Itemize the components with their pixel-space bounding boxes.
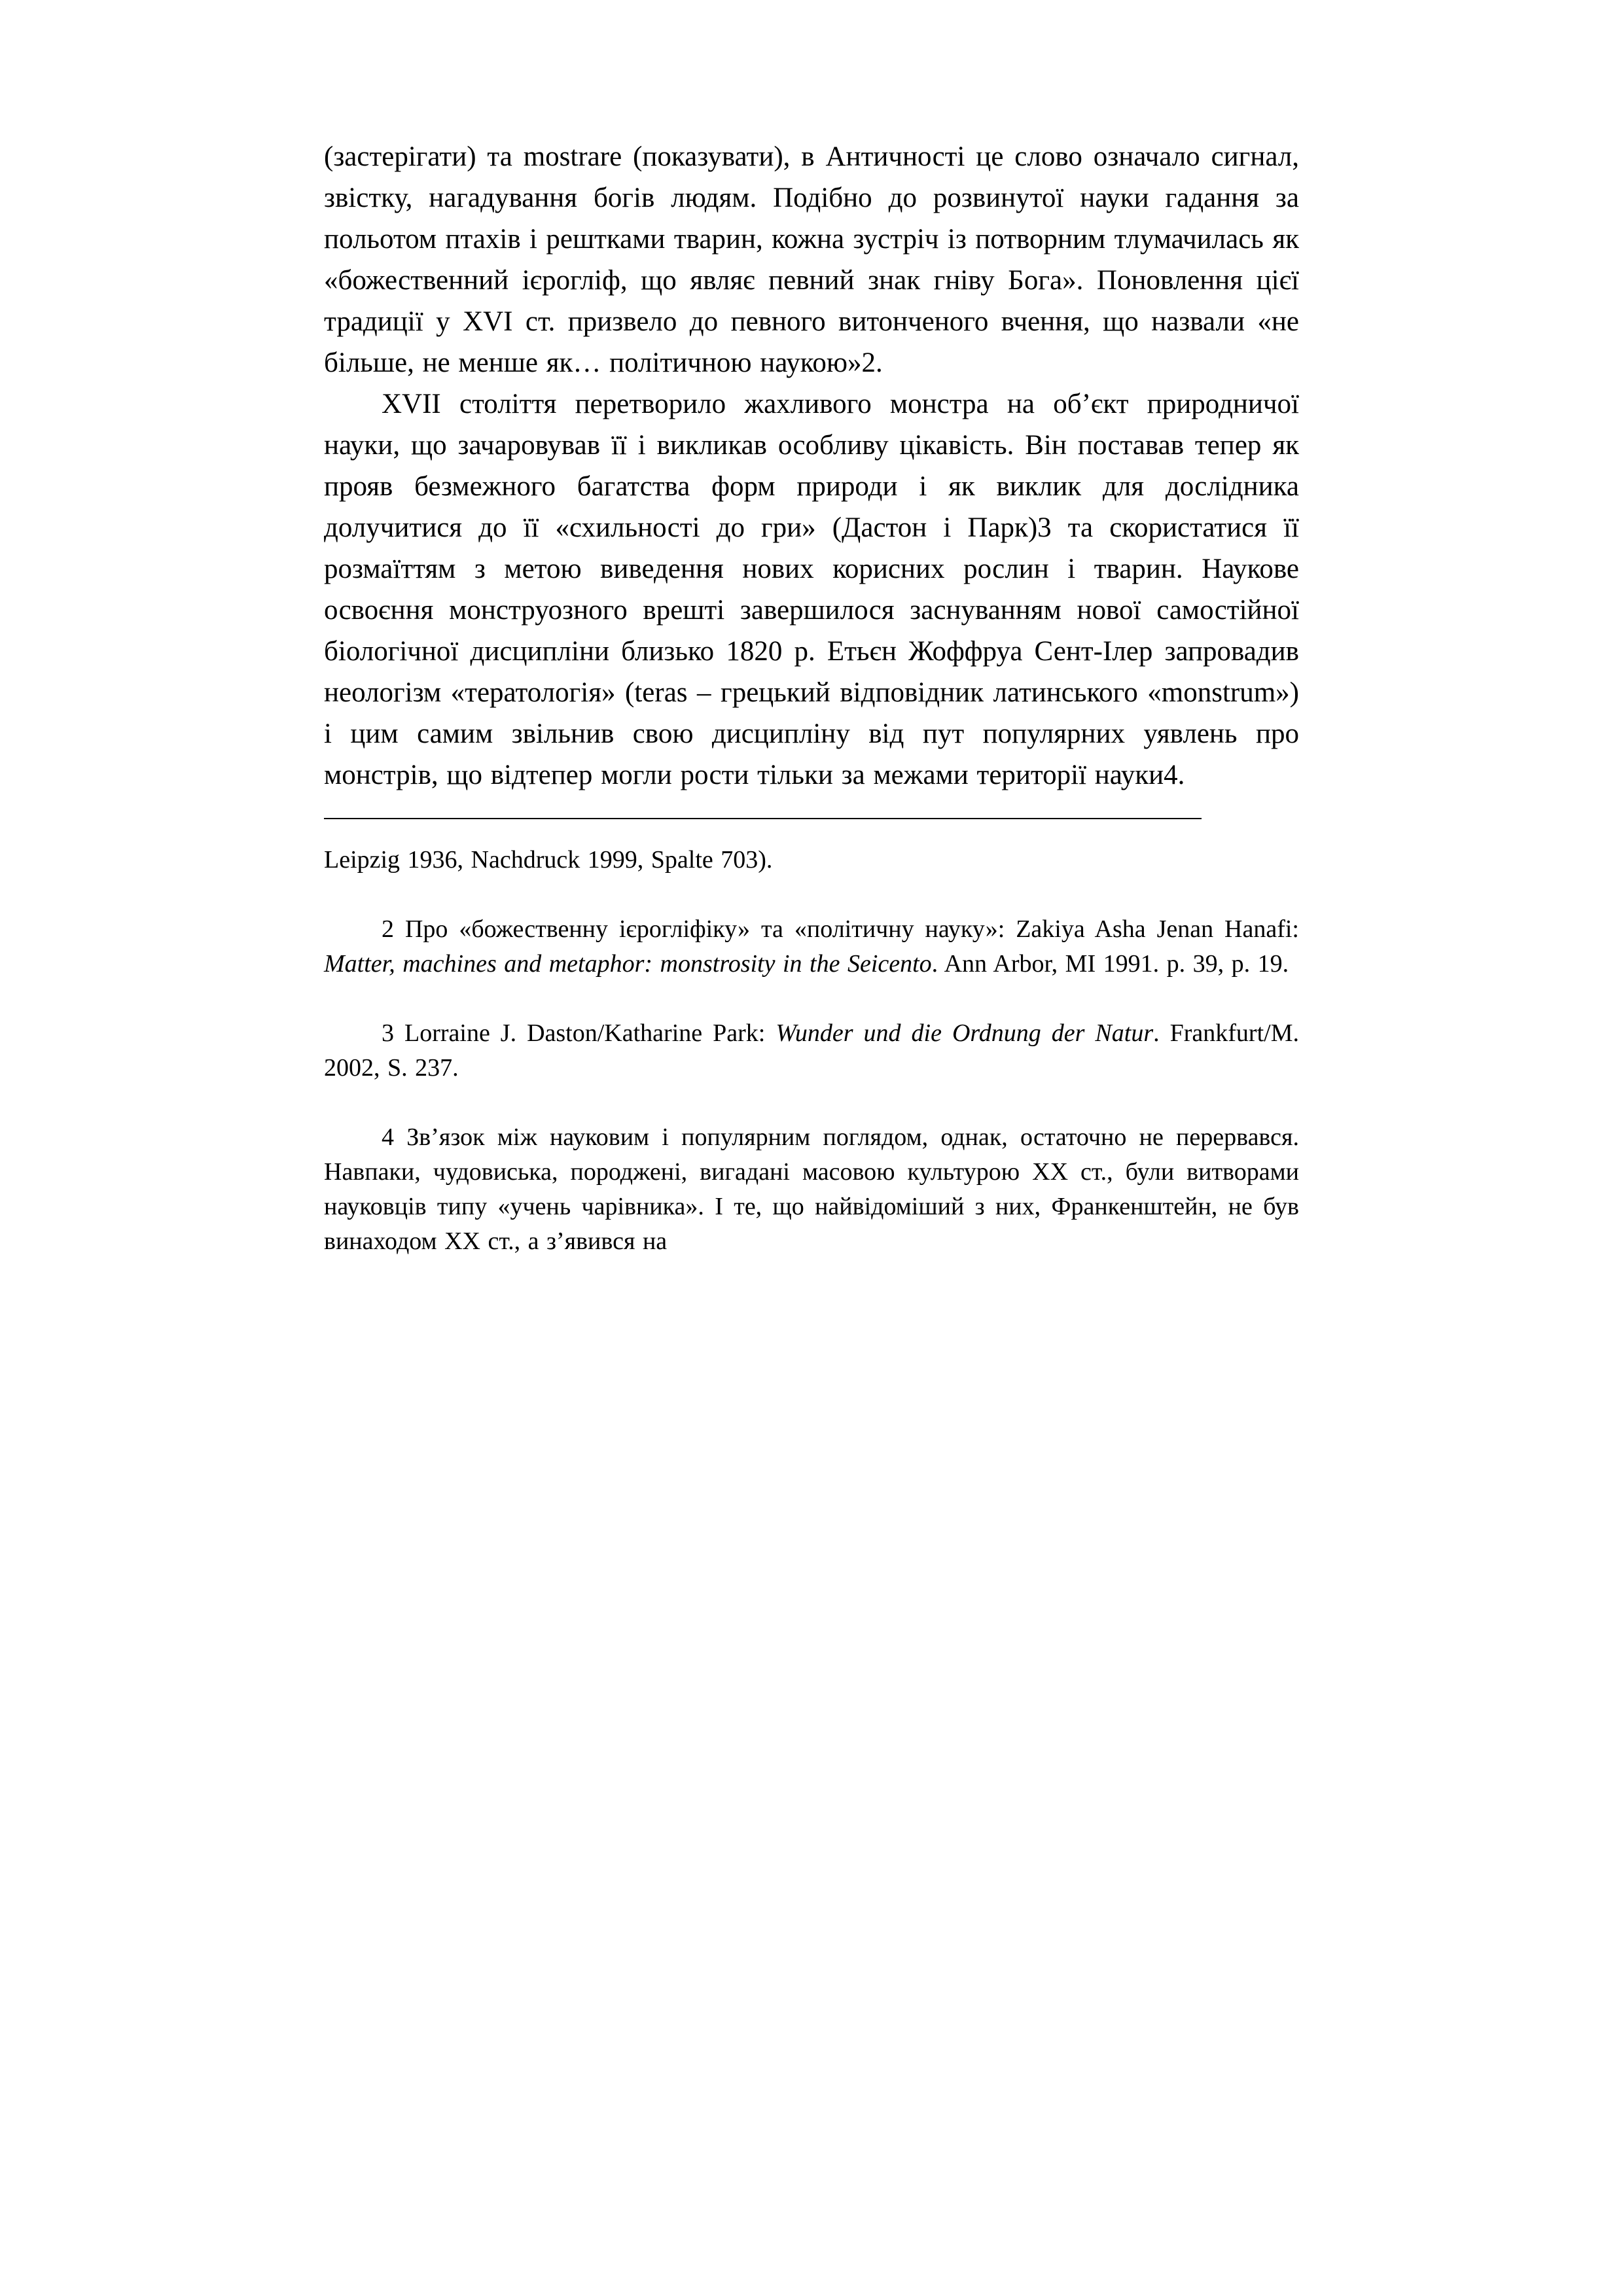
footnote-text: 2 Про «божественну ієрогліфіку» та «політичну науку»: Zakiya Asha Jenan Hanafi:	[382, 915, 1299, 943]
footnote-italic-title: Wunder und die Ordnung der Natur	[776, 1019, 1154, 1047]
text-block	[324, 136, 1299, 1259]
body-paragraph-2: XVII століття перетворило жахливого монстра на об’єкт природничої науки, що зачаровував її і викликав особливу цікавість. Він поставав тепер як прояв безмежного багатства форм природи і як виклик для дослідника долучитися до її «схильності до гри» (Дастон і Парк)3 та скористатися її розмаїттям з метою виведення нових корисних рослин і тварин. Наукове освоєння монструозного врешті завершилося заснуванням нової самостійної біологічної дисципліни близько 1820 р. Етьєн Жоффруа Сент-Ілер запровадив неологізм «тератологія» (teras – грецький відповідник латинського «monstrum») і цим самим звільнив свою дисципліну від пут популярних уявлень про монстрів, що відтепер могли рости тільки за межами території науки4.	[324, 389, 1299, 790]
footnote-continuation	[324, 843, 1299, 877]
footnote-text: . Ann Arbor, MI 1991. p. 39, p. 19.	[931, 950, 1289, 978]
footnote-4	[324, 1120, 1299, 1259]
footnote-italic-title: Matter, machines and metaphor: monstrosity in the Seicento	[324, 950, 932, 978]
body-paragraph-1: (застерігати) та mostrare (показувати), в Античності це слово означало сигнал, звістку, нагадування богів людям. Подібно до розвинутої науки гадання за польотом птахів і рештками тварин, кожна зустріч із потворним тлумачилась як «божественний ієрогліф, що являє певний знак гніву Бога». Поновлення цієї традиції у XVI ст. призвело до певного витонченого вчення, що назвали «не більше, не менше як… політичною наукою»2.	[324, 141, 1299, 378]
footnote-3	[324, 1016, 1299, 1086]
footnote-text: . Frankfurt/M. 2002, S. 237.	[324, 1019, 1299, 1082]
footnote-text: 4 Зв’язок між науковим і популярним поглядом, однак, остаточно не перервався. Навпаки, чудовиська, породжені, вигадані масовою культурою XX ст., були витворами науковців типу «учень чарівника». І те, що найвідоміший з них, Франкенштейн, не був винаходом XX ст., а з’явився на	[324, 1123, 1299, 1255]
footnote-text: Leipzig 1936, Nachdruck 1999, Spalte 703).	[324, 846, 773, 874]
footnote-2	[324, 912, 1299, 981]
footnote-separator-line	[324, 818, 1202, 819]
footnote-text: 3 Lorraine J. Daston/Katharine Park:	[382, 1019, 776, 1047]
